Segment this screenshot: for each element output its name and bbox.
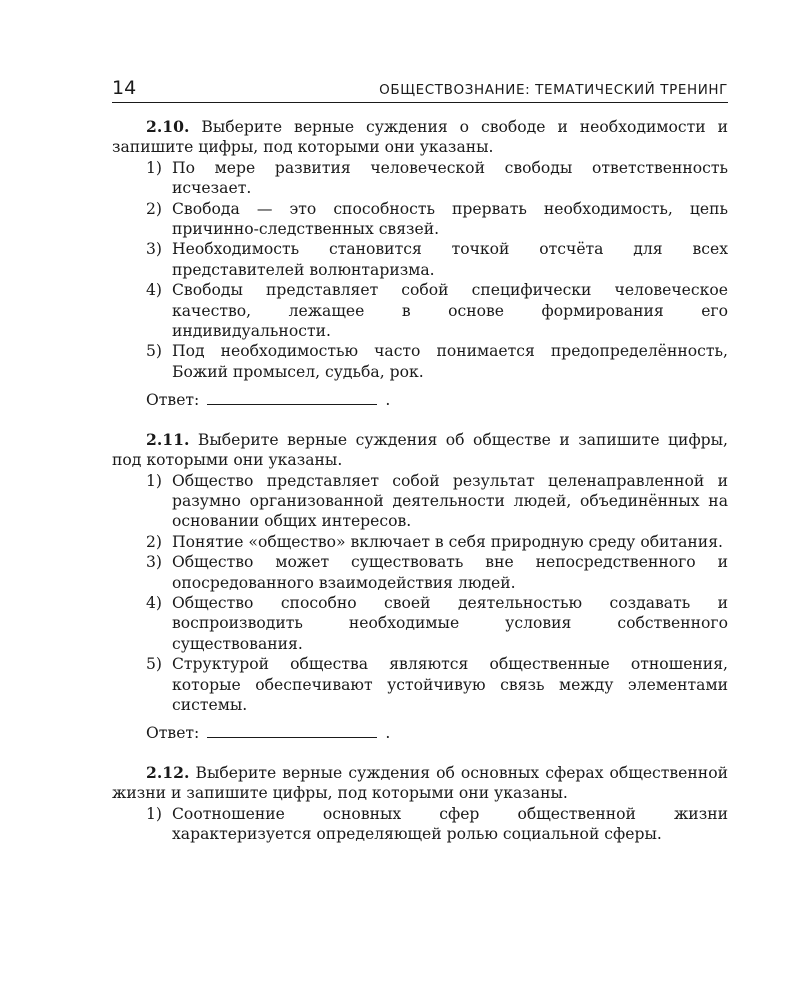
option-text: По мере развития человеческой свободы ответственность исчезает. (172, 158, 728, 198)
option-text: Структурой общества являются общественные отношения, которые обеспечивают устойчивую связь между элементами системы. (172, 655, 728, 714)
answer-label: Ответ: (146, 724, 200, 743)
option-item (112, 471, 728, 532)
answer-row (112, 723, 728, 743)
option-item (112, 280, 728, 341)
task-text: Выберите верные суждения об обществе и запишите цифры, под которыми они указаны. (112, 430, 728, 470)
task-text: Выберите верные суждения о свободе и необходимости и запишите цифры, под которыми они указаны. (112, 118, 728, 157)
option-text: Общество может существовать вне непосредственного и опосредованного взаимодействия людей. (172, 553, 728, 592)
option-item (112, 239, 728, 280)
task-2-12 (112, 763, 728, 845)
answer-row (112, 390, 728, 410)
option-text: Понятие «общество» включает в себя природную среду обитания. (172, 532, 723, 551)
option-list (112, 804, 728, 845)
header-rule (112, 102, 728, 103)
option-text: Под необходимостью часто понимается предопределённость, Божий промысел, судьба, рок. (172, 342, 728, 381)
option-item (112, 158, 728, 199)
task-stem (112, 430, 728, 471)
option-number: 3) (146, 553, 163, 572)
option-number: 1) (146, 804, 163, 823)
answer-end: . (385, 724, 391, 743)
option-number: 4) (146, 593, 163, 612)
option-item (112, 199, 728, 240)
option-text: Общество представляет собой результат целенаправленной и разумно организованной деятельности людей, объединённых на основании общих интересов. (172, 471, 728, 531)
option-number: 1) (146, 158, 163, 177)
answer-field[interactable] (207, 390, 377, 405)
answer-field[interactable] (207, 723, 377, 738)
option-item (112, 532, 728, 552)
option-text: Общество способно своей деятельностью создавать и воспроизводить необходимые условия собственного существования. (172, 593, 728, 653)
option-number: 2) (146, 199, 163, 218)
option-text: Необходимость становится точкой отсчёта для всех представителей волюнтаризма. (172, 240, 728, 279)
task-number: 2.12. (146, 762, 190, 782)
option-text: Соотношение основных сфер общественной жизни характеризуется определяющей ролью социальной сферы. (172, 804, 728, 843)
task-stem (112, 117, 728, 158)
option-number: 5) (146, 342, 163, 361)
option-number: 2) (146, 532, 163, 551)
page-header (112, 73, 728, 99)
option-number: 4) (146, 281, 163, 300)
answer-end: . (385, 391, 391, 410)
answer-label: Ответ: (146, 391, 200, 410)
option-item (112, 593, 728, 654)
task-stem (112, 763, 728, 804)
task-number: 2.11. (146, 429, 190, 449)
page-content (112, 117, 728, 863)
option-item (112, 552, 728, 593)
option-list (112, 471, 728, 716)
option-number: 3) (146, 240, 163, 259)
option-text: Свободы представляет собой специфически человеческое качество, лежащее в основе формирования его индивидуальности. (172, 281, 728, 341)
option-number: 5) (146, 655, 163, 674)
running-title: ОБЩЕСТВОЗНАНИЕ: ТЕМАТИЧЕСКИЙ ТРЕНИНГ (379, 82, 728, 98)
page-number: 14 (112, 77, 137, 99)
option-text: Свобода — это способность прервать необходимость, цепь причинно-следственных связей. (172, 199, 728, 239)
task-number: 2.10. (146, 117, 190, 136)
task-text: Выберите верные суждения об основных сферах общественной жизни и запишите цифры, под которыми они указаны. (112, 763, 728, 803)
option-item (112, 804, 728, 845)
option-item (112, 341, 728, 382)
option-list (112, 158, 728, 382)
task-2-10 (112, 117, 728, 411)
task-2-11 (112, 430, 728, 744)
option-item (112, 654, 728, 715)
option-number: 1) (146, 471, 163, 490)
